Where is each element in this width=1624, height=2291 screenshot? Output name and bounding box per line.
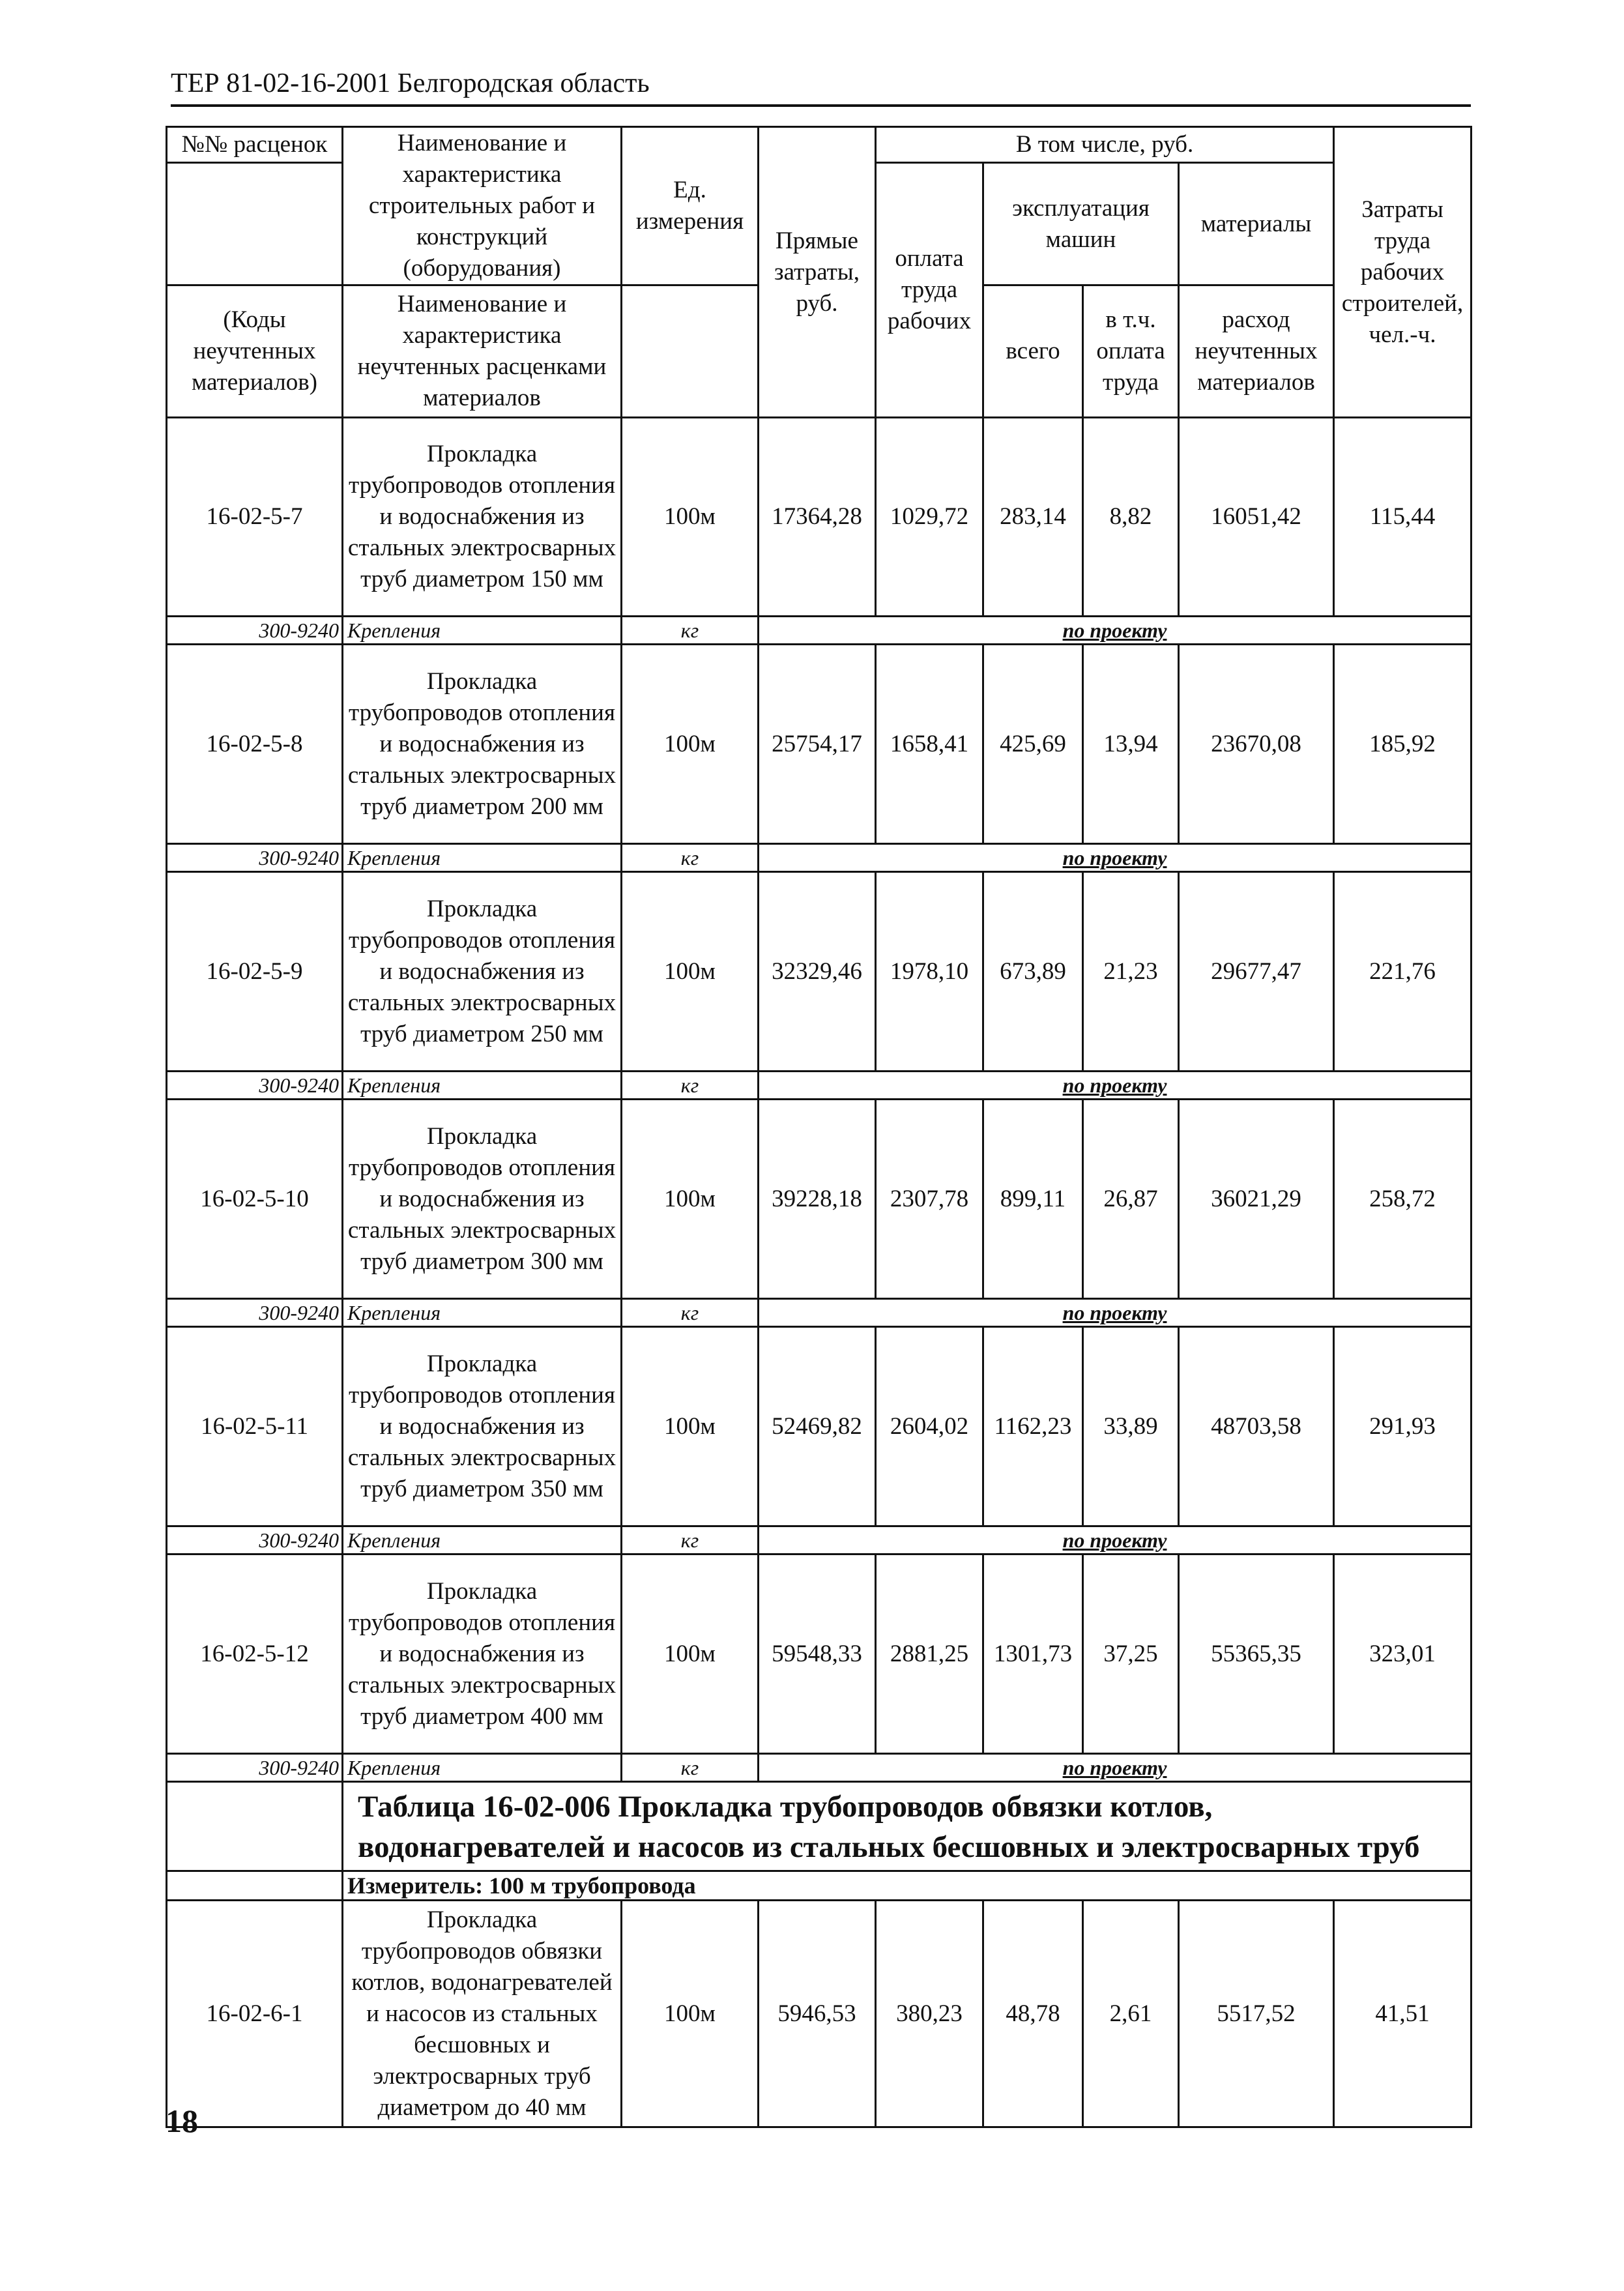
row-unit: 100м	[622, 1901, 759, 2127]
col-incl-header: В том числе, руб.	[876, 127, 1334, 163]
row-name: Прокладка трубопроводов отопления и водоснабжения из стальных электросварных труб диаметром 250 мм	[343, 872, 622, 1072]
row-mach: 425,69	[983, 645, 1083, 844]
col-unit-header: Ед. измерения	[622, 127, 759, 285]
col-materials-header: материалы	[1179, 163, 1334, 285]
table-body	[167, 418, 1472, 1782]
measure-unit: Измеритель: 100 м трубопровода	[343, 1871, 1472, 1901]
row-direct: 17364,28	[759, 418, 876, 617]
unaccounted-material-row	[167, 617, 1472, 645]
material-unit: кг	[622, 844, 759, 872]
material-unit: кг	[622, 1299, 759, 1327]
unaccounted-material-row	[167, 1526, 1472, 1554]
col-mach-total-header: всего	[983, 285, 1083, 418]
material-code: 300-9240	[167, 1526, 343, 1554]
table-row	[167, 418, 1472, 617]
col-machines-header: эксплуатация машин	[983, 163, 1179, 285]
row-mach: 673,89	[983, 872, 1083, 1072]
col-name-unacc-header: Наименование и характеристика неучтенных расценками материалов	[343, 285, 622, 418]
row-direct: 39228,18	[759, 1100, 876, 1299]
row-mat: 5517,52	[1179, 1901, 1334, 2127]
row-mat: 23670,08	[1179, 645, 1334, 844]
row-code: 16-02-6-1	[167, 1901, 343, 2127]
row-labor: 2307,78	[876, 1100, 983, 1299]
page-header: ТЕР 81-02-16-2001 Белгородская область	[171, 66, 1471, 107]
table-row	[167, 1100, 1472, 1299]
row-mat: 29677,47	[1179, 872, 1334, 1072]
row-direct: 59548,33	[759, 1554, 876, 1754]
row-hours: 323,01	[1334, 1554, 1472, 1754]
unaccounted-material-row	[167, 1072, 1472, 1100]
table-row	[167, 1327, 1472, 1526]
row-hours: 291,93	[1334, 1327, 1472, 1526]
material-note: по проекту	[759, 1299, 1472, 1327]
row-code: 16-02-5-9	[167, 872, 343, 1072]
material-note: по проекту	[759, 1754, 1472, 1782]
col-direct-header: Прямые затраты, руб.	[759, 127, 876, 418]
table-section-006	[167, 1782, 1472, 2127]
material-code: 300-9240	[167, 1299, 343, 1327]
table-row	[167, 1554, 1472, 1754]
material-note: по проекту	[759, 1526, 1472, 1554]
row-hours: 185,92	[1334, 645, 1472, 844]
material-unit: кг	[622, 1754, 759, 1782]
row-hours: 115,44	[1334, 418, 1472, 617]
row-code: 16-02-5-11	[167, 1327, 343, 1526]
row-code: 16-02-5-10	[167, 1100, 343, 1299]
table-header	[167, 127, 1472, 418]
row-mach: 1162,23	[983, 1327, 1083, 1526]
col-unit-spacer	[622, 285, 759, 418]
material-name: Крепления	[343, 1299, 622, 1327]
blank-cell	[167, 1782, 343, 1871]
row-code: 16-02-5-8	[167, 645, 343, 844]
material-unit: кг	[622, 1072, 759, 1100]
row-hours: 41,51	[1334, 1901, 1472, 2127]
row-mach-pay: 26,87	[1083, 1100, 1179, 1299]
row-mach-pay: 13,94	[1083, 645, 1179, 844]
material-unit: кг	[622, 1526, 759, 1554]
material-note: по проекту	[759, 844, 1472, 872]
row-labor: 380,23	[876, 1901, 983, 2127]
row-mat: 55365,35	[1179, 1554, 1334, 1754]
row-mach: 283,14	[983, 418, 1083, 617]
row-mach-pay: 8,82	[1083, 418, 1179, 617]
row-hours: 258,72	[1334, 1100, 1472, 1299]
unaccounted-material-row	[167, 844, 1472, 872]
row-code: 16-02-5-12	[167, 1554, 343, 1754]
row-labor: 1029,72	[876, 418, 983, 617]
row-name: Прокладка трубопроводов отопления и водоснабжения из стальных электросварных труб диаметром 400 мм	[343, 1554, 622, 1754]
material-name: Крепления	[343, 844, 622, 872]
row-unit: 100м	[622, 1100, 759, 1299]
row-mach: 899,11	[983, 1100, 1083, 1299]
table-row	[167, 645, 1472, 844]
row-unit: 100м	[622, 872, 759, 1072]
table-title: Таблица 16-02-006 Прокладка трубопроводов обвязки котлов, водонагревателей и насосов из стальных бесшовных и электросварных труб	[343, 1782, 1472, 1871]
col-mat-unacc-header: расход неучтенных материалов	[1179, 285, 1334, 418]
unaccounted-material-row	[167, 1299, 1472, 1327]
row-mach: 48,78	[983, 1901, 1083, 2127]
row-mach-pay: 2,61	[1083, 1901, 1179, 2127]
col-codes-unacc-header: (Коды неучтенных материалов)	[167, 285, 343, 418]
col-code-spacer	[167, 163, 343, 285]
table-row	[167, 1901, 1472, 2127]
col-code-header: №№ расценок	[167, 127, 343, 163]
table-row	[167, 872, 1472, 1072]
row-labor: 2604,02	[876, 1327, 983, 1526]
col-mach-pay-header: в т.ч. оплата труда	[1083, 285, 1179, 418]
material-code: 300-9240	[167, 1072, 343, 1100]
material-note: по проекту	[759, 617, 1472, 645]
material-name: Крепления	[343, 617, 622, 645]
row-direct: 5946,53	[759, 1901, 876, 2127]
material-name: Крепления	[343, 1526, 622, 1554]
unaccounted-material-row	[167, 1754, 1472, 1782]
row-unit: 100м	[622, 1554, 759, 1754]
row-hours: 221,76	[1334, 872, 1472, 1072]
price-table	[166, 126, 1472, 2128]
row-unit: 100м	[622, 645, 759, 844]
row-unit: 100м	[622, 1327, 759, 1526]
col-labor-cost-header: Затраты труда рабочих строителей, чел.-ч.	[1334, 127, 1472, 418]
col-labor-pay-header: оплата труда рабочих	[876, 163, 983, 418]
material-name: Крепления	[343, 1072, 622, 1100]
row-labor: 1658,41	[876, 645, 983, 844]
row-mat: 16051,42	[1179, 418, 1334, 617]
row-name: Прокладка трубопроводов отопления и водоснабжения из стальных электросварных труб диаметром 350 мм	[343, 1327, 622, 1526]
row-mach: 1301,73	[983, 1554, 1083, 1754]
row-name: Прокладка трубопроводов обвязки котлов, водонагревателей и насосов из стальных бесшовных и электросварных труб диаметром до 40 мм	[343, 1901, 622, 2127]
row-labor: 1978,10	[876, 872, 983, 1072]
page-number: 18	[166, 2103, 198, 2139]
row-mach-pay: 37,25	[1083, 1554, 1179, 1754]
col-name-header: Наименование и характеристика строительных работ и конструкций (оборудования)	[343, 127, 622, 285]
row-direct: 25754,17	[759, 645, 876, 844]
material-name: Крепления	[343, 1754, 622, 1782]
row-code: 16-02-5-7	[167, 418, 343, 617]
row-mat: 48703,58	[1179, 1327, 1334, 1526]
row-labor: 2881,25	[876, 1554, 983, 1754]
row-mach-pay: 21,23	[1083, 872, 1179, 1072]
row-direct: 52469,82	[759, 1327, 876, 1526]
row-name: Прокладка трубопроводов отопления и водоснабжения из стальных электросварных труб диаметром 200 мм	[343, 645, 622, 844]
material-code: 300-9240	[167, 617, 343, 645]
material-unit: кг	[622, 617, 759, 645]
row-unit: 100м	[622, 418, 759, 617]
material-code: 300-9240	[167, 844, 343, 872]
row-name: Прокладка трубопроводов отопления и водоснабжения из стальных электросварных труб диаметром 300 мм	[343, 1100, 622, 1299]
row-mat: 36021,29	[1179, 1100, 1334, 1299]
material-code: 300-9240	[167, 1754, 343, 1782]
row-name: Прокладка трубопроводов отопления и водоснабжения из стальных электросварных труб диаметром 150 мм	[343, 418, 622, 617]
material-note: по проекту	[759, 1072, 1472, 1100]
blank-cell	[167, 1871, 343, 1901]
row-mach-pay: 33,89	[1083, 1327, 1179, 1526]
row-direct: 32329,46	[759, 872, 876, 1072]
